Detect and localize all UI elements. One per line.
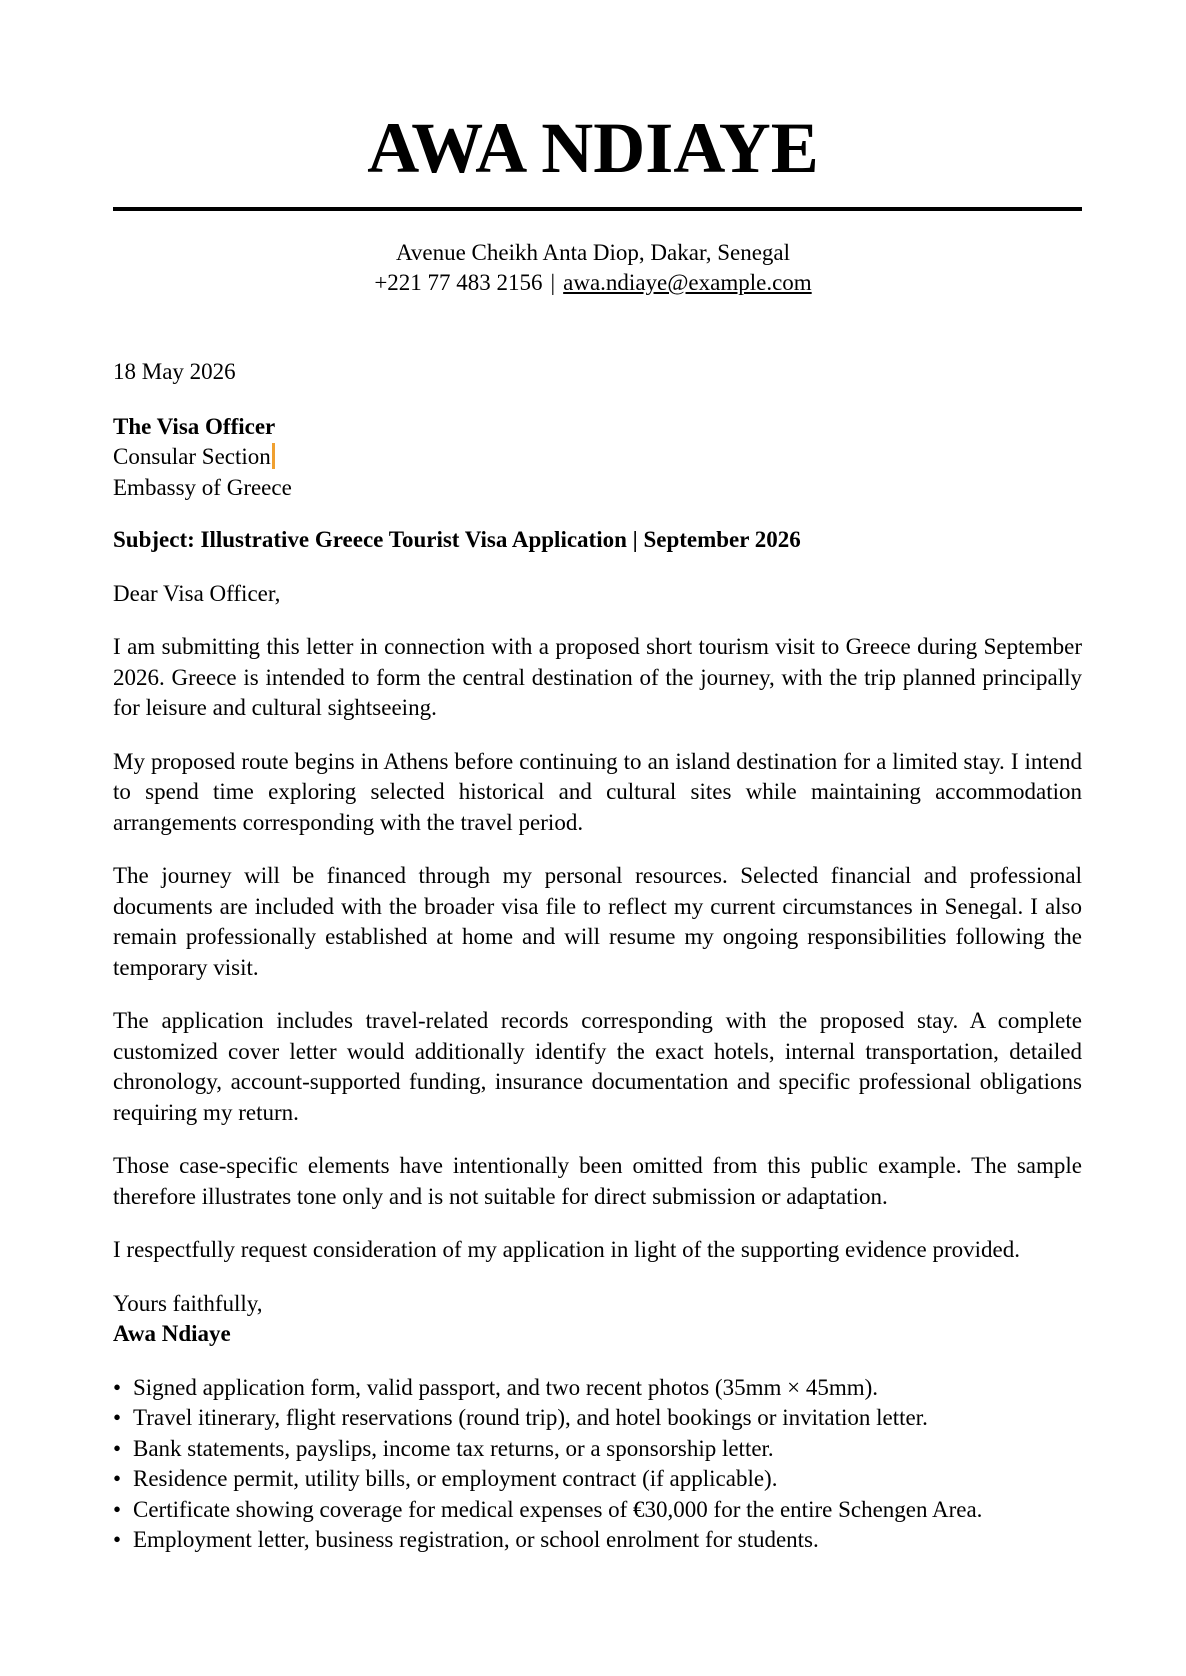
list-item: [113, 1464, 1082, 1495]
recipient-line-3: Embassy of Greece: [113, 474, 292, 500]
body-paragraph-3: The journey will be financed through my personal resources. Selected financial and professional documents are included with the broader visa file to reflect my current circumstances in Senegal. I also remain professionally established at home and will resume my ongoing responsibilities following the temporary visit.: [113, 863, 1082, 980]
list-item: [113, 1373, 1082, 1404]
address-line: Avenue Cheikh Anta Diop, Dakar, Senegal: [395, 240, 791, 265]
letter-date: 18 May 2026: [113, 359, 236, 384]
bullet-icon: •: [113, 1496, 122, 1522]
list-item: [113, 1525, 1082, 1556]
bullet-icon: •: [113, 1466, 122, 1491]
list-item-text: Travel itinerary, flight reservations (round trip), and hotel bookings or invitation letter.: [133, 1405, 928, 1430]
list-item: [113, 1403, 1082, 1434]
list-item: [113, 1434, 1082, 1465]
subject-line: Subject: Illustrative Greece Tourist Visa Application | September 2026: [113, 527, 801, 552]
recipient-title: The Visa Officer: [113, 413, 276, 439]
phone-number: +221 77 483 2156: [374, 270, 543, 295]
bullet-icon: •: [113, 1405, 122, 1430]
letter-body: [113, 357, 1082, 1556]
body-paragraph-1: I am submitting this letter in connection with a proposed short tourism visit to Greece during September 2026. Greece is intended to form the central destination of the journey, with the trip planned principally for leisure and cultural sightseeing.: [113, 634, 1082, 720]
signature-name: Awa Ndiaye: [113, 1321, 231, 1346]
list-item-text: Certificate showing coverage for medical expenses of €30,000 for the entire Schengen Area.: [133, 1496, 983, 1522]
bullet-icon: •: [113, 1374, 122, 1400]
recipient-line-2: [113, 442, 1082, 473]
list-item-text: Employment letter, business registration, or school enrolment for students.: [133, 1527, 819, 1552]
recipient-section: Consular Section: [113, 444, 271, 469]
list-item-text: Residence permit, utility bills, or employment contract (if applicable).: [133, 1466, 778, 1491]
bullet-icon: •: [113, 1435, 122, 1461]
applicant-name-heading: AWA NDIAYE: [367, 108, 819, 188]
email-link[interactable]: awa.ndiaye@example.com: [563, 270, 812, 295]
phone-email-line: [0, 268, 1186, 298]
documents-list: [113, 1373, 1082, 1556]
list-item: [113, 1495, 1082, 1526]
contact-separator: |: [550, 270, 556, 295]
valediction: Yours faithfully,: [113, 1290, 263, 1316]
body-paragraph-4: The application includes travel-related records corresponding with the proposed stay. A complete customized cover letter would additionally identify the exact hotels, internal transportation, detailed chronology, account-supported funding, insurance documentation and specific professional obligations requiring my return.: [113, 1008, 1082, 1125]
body-paragraph-5: Those case-specific elements have intentionally been omitted from this public example. The sample therefore illustrates tone only and is not suitable for direct submission or adaptation.: [113, 1153, 1082, 1209]
body-paragraph-2: My proposed route begins in Athens before continuing to an island destination for a limited stay. I intend to spend time exploring selected historical and cultural sites while maintaining accommodation arrangements corresponding with the travel period.: [113, 748, 1082, 835]
text-cursor: [272, 443, 275, 469]
body-paragraph-6: I respectfully request consideration of my application in light of the supporting evidence provided.: [113, 1237, 1020, 1262]
list-item-text: Bank statements, payslips, income tax returns, or a sponsorship letter.: [133, 1435, 774, 1461]
list-item-text: Signed application form, valid passport, and two recent photos (35mm × 45mm).: [133, 1374, 879, 1400]
salutation: Dear Visa Officer,: [113, 580, 281, 606]
closing-block: [113, 1289, 1082, 1350]
bullet-icon: •: [113, 1527, 122, 1552]
header-divider: [113, 207, 1082, 211]
contact-block: [0, 238, 1186, 298]
recipient-block: [113, 412, 1082, 504]
